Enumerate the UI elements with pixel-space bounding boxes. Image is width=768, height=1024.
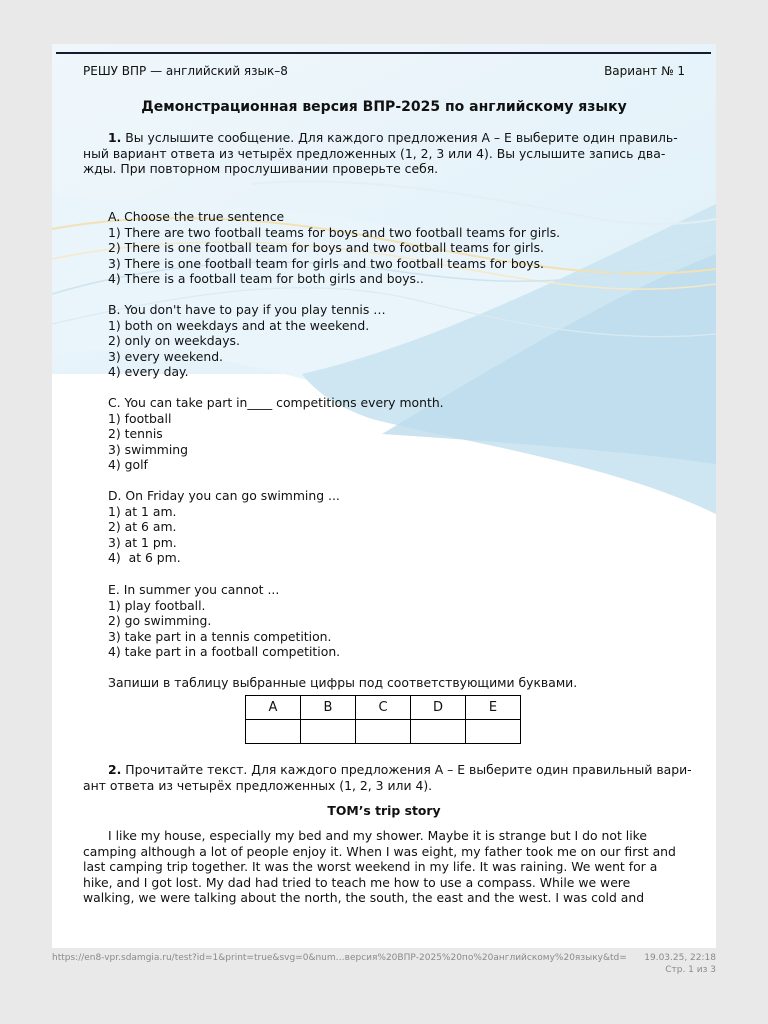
task1-number: 1. bbox=[108, 130, 122, 145]
footer-page: Стр. 1 из 3 bbox=[665, 965, 716, 975]
question-a bbox=[108, 209, 560, 287]
task2-instruction: 2. Прочитайте текст. Для каждого предложения А – Е выберите один правильный вари- ант ответа из четырёх предложенных (1, 2, 3 или 4). bbox=[83, 762, 692, 793]
option: 1) play football. bbox=[108, 597, 206, 613]
question-e bbox=[108, 582, 340, 660]
footer-url: https://en8-vpr.sdamgia.ru/test?id=1&print=true&svg=0&num…версия%20ВПР-2025%20по%20английскому%20языку&td= bbox=[52, 953, 627, 963]
header-left: РЕШУ ВПР — английский язык–8 bbox=[83, 64, 288, 78]
option: 1) football bbox=[108, 410, 172, 426]
question-d bbox=[108, 488, 340, 566]
story-text: I like my house, especially my bed and my shower. Maybe it is strange but I do not like camping although a lot of people enjoy it. When I was eight, my father took me on our first and last camping trip together. It was the worst weekend in my life. It was raining. We went for a hike, and I got lost. My dad had tried to teach me how to use a compass. While we were walking, we were talking about the north, the south, the east and the west. I was cold and bbox=[83, 828, 676, 906]
answer-cell-c[interactable] bbox=[356, 720, 411, 744]
answer-header-c: C bbox=[356, 696, 411, 720]
answer-header-d: D bbox=[411, 696, 466, 720]
answer-cell-d[interactable] bbox=[411, 720, 466, 744]
answer-header-a: A bbox=[246, 696, 301, 720]
option: 2) at 6 am. bbox=[108, 519, 177, 535]
answer-cell-a[interactable] bbox=[246, 720, 301, 744]
task2-number: 2. bbox=[108, 762, 122, 777]
option: 2) There is one football team for boys and two football teams for girls. bbox=[108, 240, 544, 256]
footer-datetime: 19.03.25, 22:18 bbox=[644, 953, 716, 963]
answer-header-e: E bbox=[466, 696, 521, 720]
answer-table bbox=[245, 695, 521, 744]
answer-header-b: B bbox=[301, 696, 356, 720]
header-right: Вариант № 1 bbox=[604, 64, 685, 78]
answer-cell-e[interactable] bbox=[466, 720, 521, 744]
question-d-stem: D. On Friday you can go swimming ... bbox=[108, 488, 340, 503]
answer-cell-b[interactable] bbox=[301, 720, 356, 744]
question-c bbox=[108, 395, 444, 473]
question-e-stem: E. In summer you cannot ... bbox=[108, 582, 280, 597]
option: 4) golf bbox=[108, 457, 148, 473]
option: 4) every day. bbox=[108, 364, 189, 380]
table-instruction: Запиши в таблицу выбранные цифры под соответствующими буквами. bbox=[108, 675, 578, 690]
question-b-stem: B. You don't have to pay if you play tennis … bbox=[108, 302, 386, 317]
option: 2) tennis bbox=[108, 426, 163, 442]
option: 4) at 6 pm. bbox=[108, 550, 181, 566]
page-title: Демонстрационная версия ВПР-2025 по английскому языку bbox=[141, 99, 627, 115]
option: 3) swimming bbox=[108, 441, 188, 457]
option: 4) There is a football team for both girls and boys.. bbox=[108, 271, 424, 287]
option: 1) There are two football teams for boys and two football teams for girls. bbox=[108, 224, 561, 240]
header-rule bbox=[56, 52, 711, 54]
option: 2) only on weekdays. bbox=[108, 333, 240, 349]
option: 3) There is one football team for girls and two football teams for boys. bbox=[108, 255, 544, 271]
option: 1) both on weekdays and at the weekend. bbox=[108, 317, 370, 333]
option: 4) take part in a football competition. bbox=[108, 644, 341, 660]
story-title: TOM’s trip story bbox=[327, 803, 441, 818]
option: 3) at 1 pm. bbox=[108, 534, 177, 550]
task1-instruction: 1. Вы услышите сообщение. Для каждого предложения А – Е выберите один правиль- ный вариант ответа из четырёх предложенных (1, 2, 3 или 4). Вы услышите запись два- жды. При повторном прослушивании проверьте себя. bbox=[83, 130, 678, 177]
question-a-stem: A. Choose the true sentence bbox=[108, 209, 285, 224]
option: 3) every weekend. bbox=[108, 348, 223, 364]
question-c-stem: C. You can take part in____ competitions every month. bbox=[108, 395, 444, 410]
option: 2) go swimming. bbox=[108, 613, 212, 629]
option: 1) at 1 am. bbox=[108, 503, 177, 519]
option: 3) take part in a tennis competition. bbox=[108, 628, 332, 644]
question-b bbox=[108, 302, 386, 380]
document-page bbox=[52, 44, 716, 948]
